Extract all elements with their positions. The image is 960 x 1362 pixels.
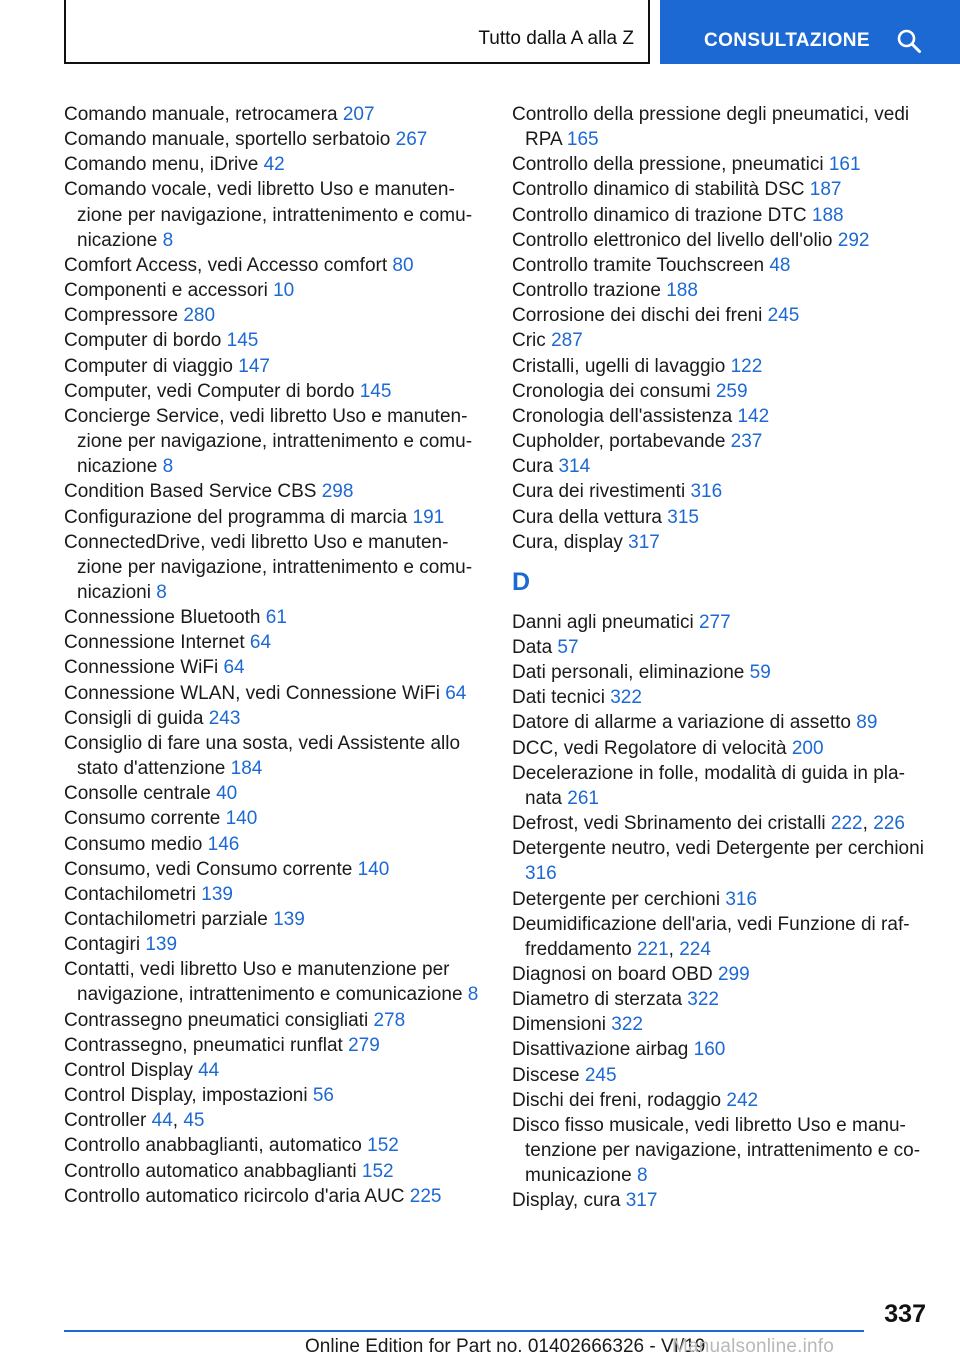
page-ref-link[interactable]: 322 — [610, 687, 642, 709]
page-ref-link[interactable]: 10 — [273, 280, 295, 302]
index-entry-term: Contatti, vedi libretto Uso e manutenzione per navigazione, intrattenimento e comunicazione — [64, 959, 463, 1006]
page-ref-link[interactable]: 221 — [636, 938, 669, 960]
index-entry-term: Concierge Service, vedi libretto Uso e manutenzione per navigazione, intrattenimento e comunicazione — [64, 405, 473, 478]
index-entry — [512, 328, 932, 353]
index-entry-term: DCC, vedi Regolatore di velocità — [512, 737, 787, 759]
page-ref-link[interactable]: 225 — [409, 1185, 442, 1207]
index-entry — [64, 907, 484, 932]
index-entry-term: Connessione WiFi — [64, 657, 219, 679]
index-entry-term: Controllo dinamico di stabilità DSC — [512, 179, 805, 201]
index-entry-term: Configurazione del programma di marcia — [64, 506, 408, 528]
page-ref-link[interactable]: 64 — [249, 632, 272, 654]
index-entry — [512, 454, 932, 479]
index-entry — [512, 635, 932, 660]
header-section-box — [64, 0, 650, 64]
index-entry-term: Controllo anabbaglianti, automatico — [64, 1135, 362, 1157]
page-ref-link[interactable]: 259 — [715, 380, 748, 402]
index-entry-term: Contachilometri — [64, 883, 196, 905]
index-entry — [64, 1083, 484, 1108]
page-ref-link[interactable]: 226 — [873, 813, 905, 835]
page-ref-link[interactable]: 245 — [767, 305, 800, 327]
page-ref-link[interactable]: 316 — [690, 481, 723, 503]
index-entry-term: Display, cura — [512, 1190, 621, 1212]
page-ref-link[interactable]: 139 — [273, 909, 305, 930]
index-entry-term: Consumo, vedi Consumo corrente — [64, 858, 353, 880]
page-ref-link[interactable]: 48 — [769, 254, 791, 276]
index-entry-term: Controllo trazione — [512, 280, 661, 302]
page-ref-link[interactable]: 8 — [467, 984, 479, 1006]
page-ref-link[interactable]: 261 — [567, 787, 599, 809]
page-ref-link[interactable]: 267 — [395, 129, 428, 151]
page-ref-link[interactable]: 316 — [525, 863, 557, 885]
index-entry — [64, 1159, 484, 1184]
index-entry-term: Control Display — [64, 1059, 193, 1081]
index-entry — [64, 806, 484, 831]
index-entry — [64, 1133, 484, 1158]
page-ref-link[interactable]: 280 — [183, 305, 216, 327]
index-entry — [64, 379, 484, 404]
page-ref-link[interactable]: 145 — [359, 380, 392, 402]
index-entry-term: Contagiri — [64, 934, 141, 956]
index-entry — [64, 530, 484, 605]
page-ref-link[interactable]: 316 — [725, 888, 758, 910]
page-ref-link[interactable]: 161 — [828, 154, 861, 176]
index-entry — [64, 681, 484, 706]
page-ref-link[interactable]: 207 — [342, 104, 375, 125]
index-entry — [512, 761, 932, 811]
page-ref-link[interactable]: 89 — [856, 712, 878, 734]
index-entry-term: Consumo corrente — [64, 808, 221, 830]
index-entry-term: ConnectedDrive, vedi libretto Uso e manutenzione per navigazione, intrattenimento e comunicazioni — [64, 531, 473, 603]
index-entry — [512, 177, 932, 202]
page-ref-link[interactable]: 188 — [666, 280, 698, 302]
index-entry — [512, 1012, 932, 1037]
page-ref-link[interactable]: 245 — [584, 1064, 617, 1086]
page-ref-link[interactable]: 315 — [667, 506, 699, 528]
page-ref-link[interactable]: 80 — [392, 254, 414, 276]
index-entry — [512, 710, 932, 735]
index-entry-term: Controllo della pressione, pneumatici — [512, 154, 824, 176]
page-ref-link[interactable]: 142 — [737, 405, 770, 427]
index-entry-term: Dati tecnici — [512, 687, 605, 709]
index-entry-term: Diagnosi on board OBD — [512, 964, 713, 985]
header-consult-bar[interactable] — [660, 0, 960, 64]
index-entry — [64, 177, 484, 252]
page-ref-link[interactable]: 56 — [312, 1085, 334, 1107]
index-entry-term: Consumo medio — [64, 833, 203, 855]
index-entry-term: Cura — [512, 456, 554, 478]
index-entry-term: Controller — [64, 1110, 147, 1132]
index-entry — [64, 1058, 484, 1083]
index-entry-term: Cupholder, portabevande — [512, 431, 726, 453]
index-entry — [64, 932, 484, 957]
page-ref-link[interactable]: 64 — [223, 657, 245, 679]
index-entry-term: Connessione Internet — [64, 632, 245, 654]
index-entry-term: Contachilometri parziale — [64, 909, 268, 930]
index-entry — [64, 1008, 484, 1033]
index-entry-term: Disattivazione airbag — [512, 1039, 689, 1061]
index-entry-term: Controllo dinamico di trazione DTC — [512, 204, 807, 226]
index-entry — [512, 530, 932, 555]
page-ref-link[interactable]: 191 — [412, 506, 445, 528]
index-entry — [64, 253, 484, 278]
page-ref-link[interactable]: 145 — [226, 330, 259, 352]
edition-note: Online Edition for Part no. 01402666326 - VI/19 — [305, 1336, 706, 1357]
index-entry — [64, 1108, 484, 1133]
page-ref-link[interactable]: 322 — [611, 1014, 643, 1036]
index-entry — [64, 882, 484, 907]
page-ref-link[interactable]: 184 — [230, 758, 263, 780]
index-entry-term: Compressore — [64, 305, 179, 327]
index-group-d — [512, 610, 932, 1214]
page-ref-link[interactable]: 200 — [791, 737, 824, 759]
page-ref-separator: , — [862, 813, 874, 835]
index-entry — [512, 1037, 932, 1062]
index-entry-term: Disco fisso musicale, vedi libretto Uso e manutenzione per navigazione, intrattenimento e comunicazione — [512, 1114, 921, 1187]
index-entry — [512, 1088, 932, 1113]
index-entry — [512, 404, 932, 429]
index-entry-term: Consolle centrale — [64, 783, 211, 805]
index-entry — [64, 857, 484, 882]
index-entry — [64, 354, 484, 379]
page-ref-link[interactable]: 146 — [207, 833, 240, 855]
index-column-right — [512, 102, 932, 1214]
page-ref-link[interactable]: 279 — [348, 1034, 380, 1056]
index-entry-term: Deumidificazione dell'aria, vedi Funzione di raffreddamento — [512, 913, 910, 960]
page-ref-link[interactable]: 44 — [198, 1059, 220, 1081]
index-entry-term: Discese — [512, 1064, 580, 1086]
index-entry — [512, 253, 932, 278]
index-entry — [64, 505, 484, 530]
page-ref-link[interactable]: 8 — [156, 581, 167, 603]
page-ref-link[interactable]: 277 — [698, 611, 731, 633]
index-entry — [64, 605, 484, 630]
index-entry — [512, 887, 932, 912]
index-entry-term: Computer di bordo — [64, 330, 222, 352]
index-entry-term: Comando menu, iDrive — [64, 154, 259, 176]
index-entry-term: Corrosione dei dischi dei freni — [512, 305, 763, 327]
index-entry — [64, 152, 484, 177]
index-entry — [64, 102, 484, 127]
watermark: Manualsonline.info — [672, 1336, 835, 1357]
index-entry — [64, 731, 484, 781]
page-ref-link[interactable]: 299 — [717, 964, 750, 985]
page-ref-link[interactable]: 237 — [730, 431, 763, 453]
index-entry-term: Cronologia dei consumi — [512, 380, 711, 402]
page-ref-link[interactable]: 140 — [225, 808, 258, 830]
index-entry-term: Datore di allarme a variazione di assetto — [512, 712, 852, 734]
page-ref-link[interactable]: 122 — [730, 355, 763, 377]
page-ref-link[interactable]: 152 — [361, 1160, 394, 1182]
index-entry — [512, 354, 932, 379]
page-ref-link[interactable]: 160 — [693, 1039, 726, 1061]
index-entry-term: Data — [512, 636, 553, 658]
page-ref-link[interactable]: 152 — [367, 1135, 399, 1157]
index-entry-term: Componenti e accessori — [64, 280, 268, 302]
section-title: Tutto dalla A alla Z — [478, 28, 634, 49]
index-entry — [64, 655, 484, 680]
index-entry-term: Controllo automatico ricircolo d'aria AUC — [64, 1185, 405, 1207]
index-entry-term: Detergente per cerchioni — [512, 888, 721, 910]
index-entry — [512, 660, 932, 685]
index-entry — [512, 278, 932, 303]
index-entry-term: Detergente neutro, vedi Detergente per cerchioni — [512, 838, 924, 860]
page-ref-link[interactable]: 188 — [811, 204, 844, 226]
index-group-c-continued — [512, 102, 932, 555]
section-letter-heading: D — [512, 567, 531, 596]
page-ref-link[interactable]: 8 — [162, 456, 174, 478]
index-entry — [64, 127, 484, 152]
page-ref-link[interactable]: 317 — [628, 531, 660, 553]
index-entry-term: Controllo elettronico del livello dell'olio — [512, 229, 833, 251]
index-entry — [64, 1184, 484, 1209]
page-ref-link[interactable]: 147 — [238, 355, 270, 377]
index-column-left — [64, 102, 484, 1209]
page-ref-link[interactable]: 243 — [208, 707, 241, 729]
index-entry-term: Control Display, impostazioni — [64, 1085, 308, 1107]
index-entry-term: Cristalli, ugelli di lavaggio — [512, 355, 726, 377]
page-ref-link[interactable]: 187 — [809, 179, 842, 201]
index-entry-term: Danni agli pneumatici — [512, 611, 694, 633]
index-entry — [512, 962, 932, 987]
index-entry — [64, 706, 484, 731]
index-entry-term: Decelerazione in folle, modalità di guida in planata — [512, 762, 905, 809]
index-entry-term: Controllo automatico anabbaglianti — [64, 1160, 357, 1182]
page-ref-link[interactable]: 287 — [551, 330, 583, 352]
page-ref-link[interactable]: 139 — [145, 934, 178, 956]
search-icon[interactable] — [896, 28, 922, 54]
index-entry — [64, 630, 484, 655]
index-entry — [512, 505, 932, 530]
page-ref-link[interactable]: 165 — [566, 129, 599, 151]
footer-divider — [64, 1330, 864, 1332]
index-entry-term: Cura, display — [512, 531, 623, 553]
index-entry-term: Controllo tramite Touchscreen — [512, 254, 765, 276]
index-entry — [512, 987, 932, 1012]
index-entry-term: Comando vocale, vedi libretto Uso e manutenzione per navigazione, intrattenimento e comunicazione — [64, 179, 473, 251]
index-entry — [512, 836, 932, 886]
index-entry-term: Cronologia dell'assistenza — [512, 405, 733, 427]
index-entry-term: Connessione WLAN, vedi Connessione WiFi — [64, 682, 440, 704]
page-ref-link[interactable]: 61 — [265, 607, 287, 629]
page-ref-link[interactable]: 139 — [201, 883, 233, 905]
page-ref-separator: , — [172, 1110, 184, 1132]
index-entry — [64, 957, 484, 1007]
page-ref-link[interactable]: 8 — [162, 229, 174, 251]
index-entry — [512, 610, 932, 635]
page-ref-link[interactable]: 64 — [445, 682, 467, 704]
index-entry — [64, 781, 484, 806]
index-entry-term: Comando manuale, sportello serbatoio — [64, 129, 391, 151]
index-entry — [512, 1113, 932, 1188]
index-entry-term: Dati personali, eliminazione — [512, 662, 745, 684]
index-entry — [512, 152, 932, 177]
index-entry — [512, 479, 932, 504]
page-ref-link[interactable]: 140 — [357, 858, 390, 880]
index-entry-term: Cura della vettura — [512, 506, 662, 528]
index-entry — [512, 228, 932, 253]
index-entry-term: Diametro di sterzata — [512, 989, 683, 1011]
index-entry-term: Computer di viaggio — [64, 355, 233, 377]
index-entry — [512, 1063, 932, 1088]
index-entry — [512, 303, 932, 328]
index-entry — [512, 736, 932, 761]
index-entry-term: Cura dei rivestimenti — [512, 481, 686, 503]
page-ref-link[interactable]: 298 — [321, 481, 354, 503]
index-entry — [512, 1188, 932, 1213]
page-ref-link[interactable]: 8 — [636, 1165, 648, 1187]
page-ref-link[interactable]: 40 — [216, 783, 238, 805]
index-entry-term: Cric — [512, 330, 546, 352]
index-entry-term: Connessione Bluetooth — [64, 607, 261, 629]
index-entry-term: Consigli di guida — [64, 707, 204, 729]
index-entry — [512, 429, 932, 454]
index-entry — [64, 832, 484, 857]
index-entry — [64, 278, 484, 303]
page-ref-link[interactable]: 45 — [183, 1110, 205, 1132]
index-entry-term: Consiglio di fare una sosta, vedi Assistente allo stato d'attenzione — [64, 732, 461, 780]
index-entry-term: Contrassegno pneumatici consigliati — [64, 1009, 369, 1031]
index-entry-term: Defrost, vedi Sbrinamento dei cristalli — [512, 813, 826, 835]
page-ref-link[interactable]: 42 — [263, 154, 285, 176]
index-entry — [64, 404, 484, 479]
index-entry-term: Condition Based Service CBS — [64, 481, 317, 503]
page-ref-link[interactable]: 278 — [373, 1009, 406, 1031]
page-ref-link[interactable]: 317 — [625, 1190, 658, 1212]
page-ref-link[interactable]: 44 — [151, 1110, 173, 1132]
page-number: 337 — [884, 1300, 926, 1328]
index-entry — [512, 203, 932, 228]
index-entry — [64, 1033, 484, 1058]
page-ref-separator: , — [668, 938, 680, 960]
page-ref-link[interactable]: 59 — [749, 662, 771, 684]
index-entry-term: Contrassegno, pneumatici runflat — [64, 1034, 343, 1056]
index-entry — [512, 102, 932, 152]
consultazione-link[interactable]: CONSULTAZIONE — [704, 30, 870, 51]
page-ref-link[interactable]: 224 — [679, 938, 711, 960]
index-entry-term: Controllo della pressione degli pneumatici, vedi RPA — [512, 104, 910, 151]
page-ref-link[interactable]: 222 — [830, 813, 863, 835]
index-entry-term: Dischi dei freni, rodaggio — [512, 1089, 722, 1111]
index-entry — [512, 379, 932, 404]
index-entry — [512, 685, 932, 710]
page-ref-link[interactable]: 322 — [687, 989, 719, 1011]
index-entry — [512, 811, 932, 836]
page-ref-link[interactable]: 242 — [726, 1089, 759, 1111]
index-entry-term: Computer, vedi Computer di bordo — [64, 380, 355, 402]
page-ref-link[interactable]: 57 — [557, 636, 579, 658]
index-entry-term: Comfort Access, vedi Accesso comfort — [64, 254, 388, 276]
page-ref-link[interactable]: 314 — [558, 456, 591, 478]
index-entry — [64, 479, 484, 504]
page-ref-link[interactable]: 292 — [837, 229, 870, 251]
index-entry-term: Comando manuale, retrocamera — [64, 104, 338, 125]
index-entry — [64, 303, 484, 328]
index-entry-term: Dimensioni — [512, 1014, 606, 1036]
index-entry — [64, 328, 484, 353]
index-entry — [512, 912, 932, 962]
